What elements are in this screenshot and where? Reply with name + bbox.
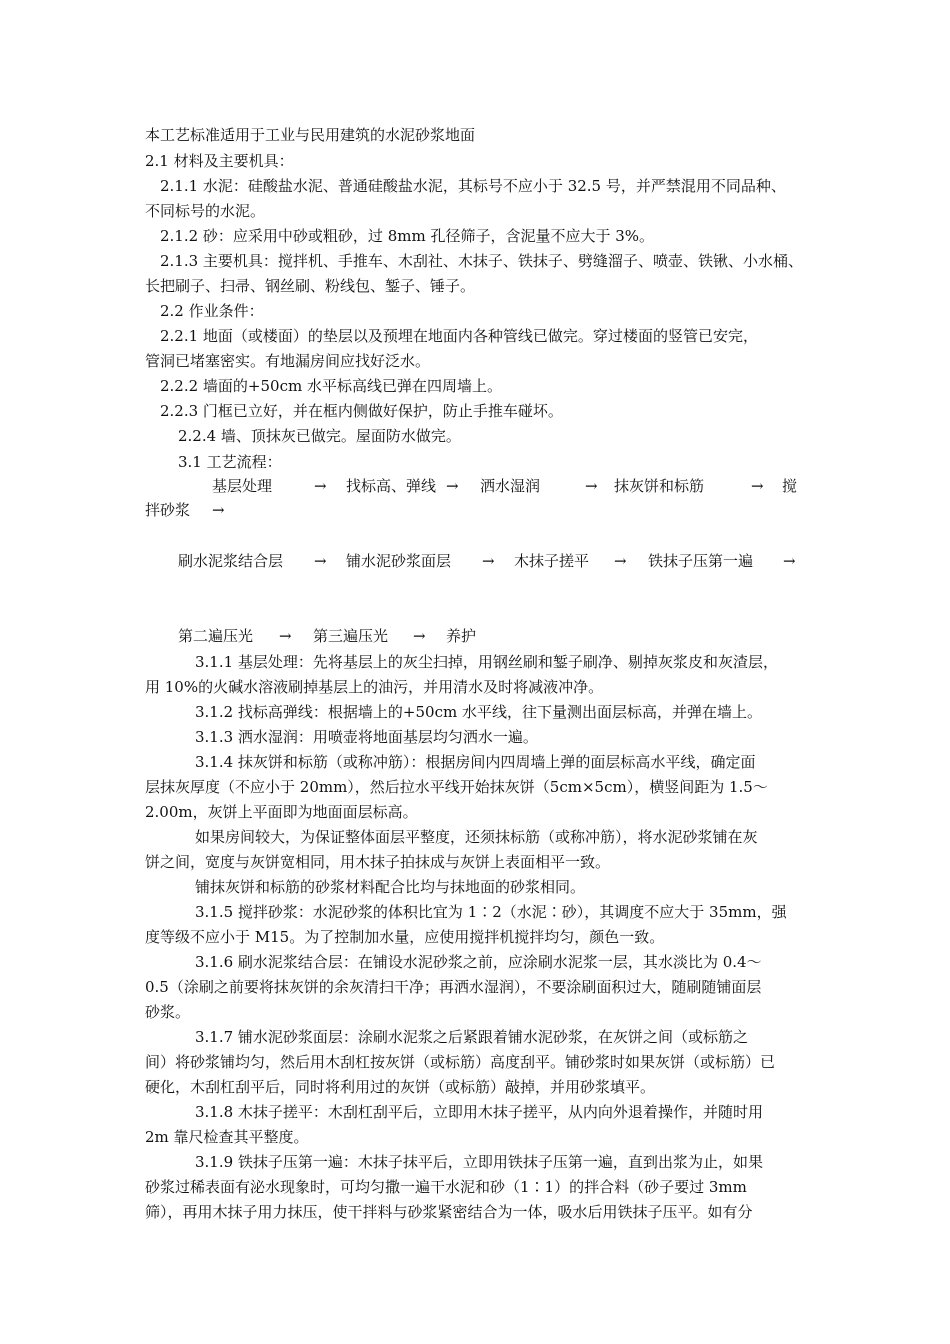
flow-step: 第三遍压光 [313,627,389,645]
paragraph-line: 管洞已堵塞密实。有地漏房间应找好泛水。 [145,352,431,370]
flow-step: 拌砂浆 [145,501,191,519]
flow-step: 基层处理 [212,477,273,495]
paragraph-line: 砂浆。 [145,1003,191,1021]
paragraph-line: 3.1.2 找标高弹线：根据墙上的+50cm 水平线，往下量测出面层标高，并弹在墙上。 [195,703,762,721]
paragraph-line: 2.00m，灰饼上平面即为地面面层标高。 [145,803,418,821]
flow-step: 搅 [782,477,798,495]
flow-arrow: → [446,477,459,495]
flow-step: 铁抹子压第一遍 [648,552,754,570]
paragraph-line: 0.5（涂刷之前要将抹灰饼的余灰清扫干净；再洒水湿润），不要涂刷面积过大，随刷随铺面层 [145,978,762,996]
paragraph-line: 用 10%的火碱水溶液刷掉基层上的油污，并用清水及时将减液冲净。 [145,678,604,696]
flow-step: 铺水泥砂浆面层 [346,552,452,570]
paragraph-line: 饼之间，宽度与灰饼宽相同，用木抹子拍抹成与灰饼上表面相平一致。 [145,853,611,871]
paragraph-line: 3.1.8 木抹子搓平：木刮杠刮平后，立即用木抹子搓平，从内向外退着操作，并随时用 [195,1103,763,1121]
paragraph-line: 长把刷子、扫帚、钢丝刷、粉线包、錾子、锤子。 [145,277,476,295]
flow-arrow: → [212,501,225,519]
flow-step: 第二遍压光 [178,627,254,645]
process-flow-row [0,626,950,646]
paragraph-line: 3.1.7 铺水泥砂浆面层：涂刷水泥浆之后紧跟着铺水泥砂浆，在灰饼之间（或标筋之 [195,1028,748,1046]
section-heading: 3.1 工艺流程： [178,453,282,471]
paragraph-line: 2.1.1 水泥：硅酸盐水泥、普通硅酸盐水泥，其标号不应小于 32.5 号，并严禁混用不同品种、 [160,177,786,195]
flow-step: 刷水泥浆结合层 [178,552,284,570]
flow-arrow: → [413,627,426,645]
paragraph-line: 3.1.1 基层处理：先将基层上的灰尘扫掉，用钢丝刷和錾子刷净、剔掉灰浆皮和灰渣层， [195,653,778,671]
paragraph-line: 度等级不应小于 M15。为了控制加水量，应使用搅拌机搅拌均匀，颜色一致。 [145,928,665,946]
flow-arrow: → [279,627,292,645]
paragraph-line: 3.1.3 洒水湿润：用喷壶将地面基层均匀洒水一遍。 [195,728,538,746]
paragraph-line: 3.1.6 刷水泥浆结合层：在铺设水泥砂浆之前，应涂刷水泥浆一层，其水淡比为 0.4～ [195,953,762,971]
paragraph-line: 2.2.4 墙、顶抹灰已做完。屋面防水做完。 [178,427,461,445]
paragraph-line: 2.2.3 门框已立好，并在框内侧做好保护，防止手推车碰坏。 [160,402,563,420]
paragraph-line: 2.2.1 地面（或楼面）的垫层以及预埋在地面内各种管线已做完。穿过楼面的竖管已安完， [160,327,758,345]
flow-arrow: → [314,477,327,495]
flow-step: 洒水湿润 [480,477,541,495]
paragraph-line: 3.1.4 抹灰饼和标筋（或称冲筋）：根据房间内四周墙上弹的面层标高水平线，确定面 [195,753,756,771]
paragraph-line: 2.2.2 墙面的+50cm 水平标高线已弹在四周墙上。 [160,377,502,395]
paragraph-line: 砂浆过稀表面有泌水现象时，可均匀撒一遍干水泥和砂（1∶1）的拌合料（砂子要过 3mm [145,1178,747,1196]
flow-arrow: → [783,552,796,570]
paragraph-line: 硬化，木刮杠刮平后，同时将利用过的灰饼（或标筋）敲掉，并用砂浆填平。 [145,1078,656,1096]
process-flow-row [0,551,950,571]
flow-arrow: → [751,477,764,495]
flow-step: 抹灰饼和标筋 [614,477,705,495]
flow-step: 找标高、弹线 [346,477,437,495]
paragraph-line: 如果房间较大，为保证整体面层平整度，还须抹标筋（或称冲筋），将水泥砂浆铺在灰 [195,828,758,846]
paragraph-line: 铺抹灰饼和标筋的砂浆材料配合比均与抹地面的砂浆相同。 [195,878,586,896]
section-heading: 2.1 材料及主要机具： [145,152,294,170]
flow-arrow: → [585,477,598,495]
paragraph-line: 层抹灰厚度（不应小于 20mm），然后拉水平线开始抹灰饼（5cm×5cm），横竖间距为 1.5～ [145,778,768,796]
paragraph-line: 3.1.9 铁抹子压第一遍：木抹子抹平后，立即用铁抹子压第一遍，直到出浆为止，如果 [195,1153,763,1171]
intro-line: 本工艺标准适用于工业与民用建筑的水泥砂浆地面 [145,126,476,144]
flow-arrow: → [614,552,627,570]
flow-arrow: → [314,552,327,570]
paragraph-line: 间）将砂浆铺均匀，然后用木刮杠按灰饼（或标筋）高度刮平。铺砂浆时如果灰饼（或标筋）已 [145,1053,776,1071]
process-flow-row [0,500,950,520]
flow-arrow: → [482,552,495,570]
paragraph-line: 筛），再用木抹子用力抹压，使干拌料与砂浆紧密结合为一体，吸水后用铁抹子压平。如有分 [145,1203,753,1221]
paragraph-line: 3.1.5 搅拌砂浆：水泥砂浆的体积比宜为 1∶2（水泥∶砂），其调度不应大于 35mm，强 [195,903,787,921]
paragraph-line: 不同标号的水泥。 [145,202,266,220]
flow-step: 养护 [446,627,477,645]
paragraph-line: 2m 靠尺检查其平整度。 [145,1128,309,1146]
paragraph-line: 2.1.3 主要机具：搅拌机、手推车、木刮社、木抹子、铁抹子、劈缝溜子、喷壶、铁锹、小水桶、 [160,252,803,270]
section-heading: 2.2 作业条件： [160,302,264,320]
paragraph-line: 2.1.2 砂：应采用中砂或粗砂，过 8mm 孔径筛子，含泥量不应大于 3%。 [160,227,655,245]
flow-step: 木抹子搓平 [514,552,590,570]
process-flow-row [0,476,950,496]
